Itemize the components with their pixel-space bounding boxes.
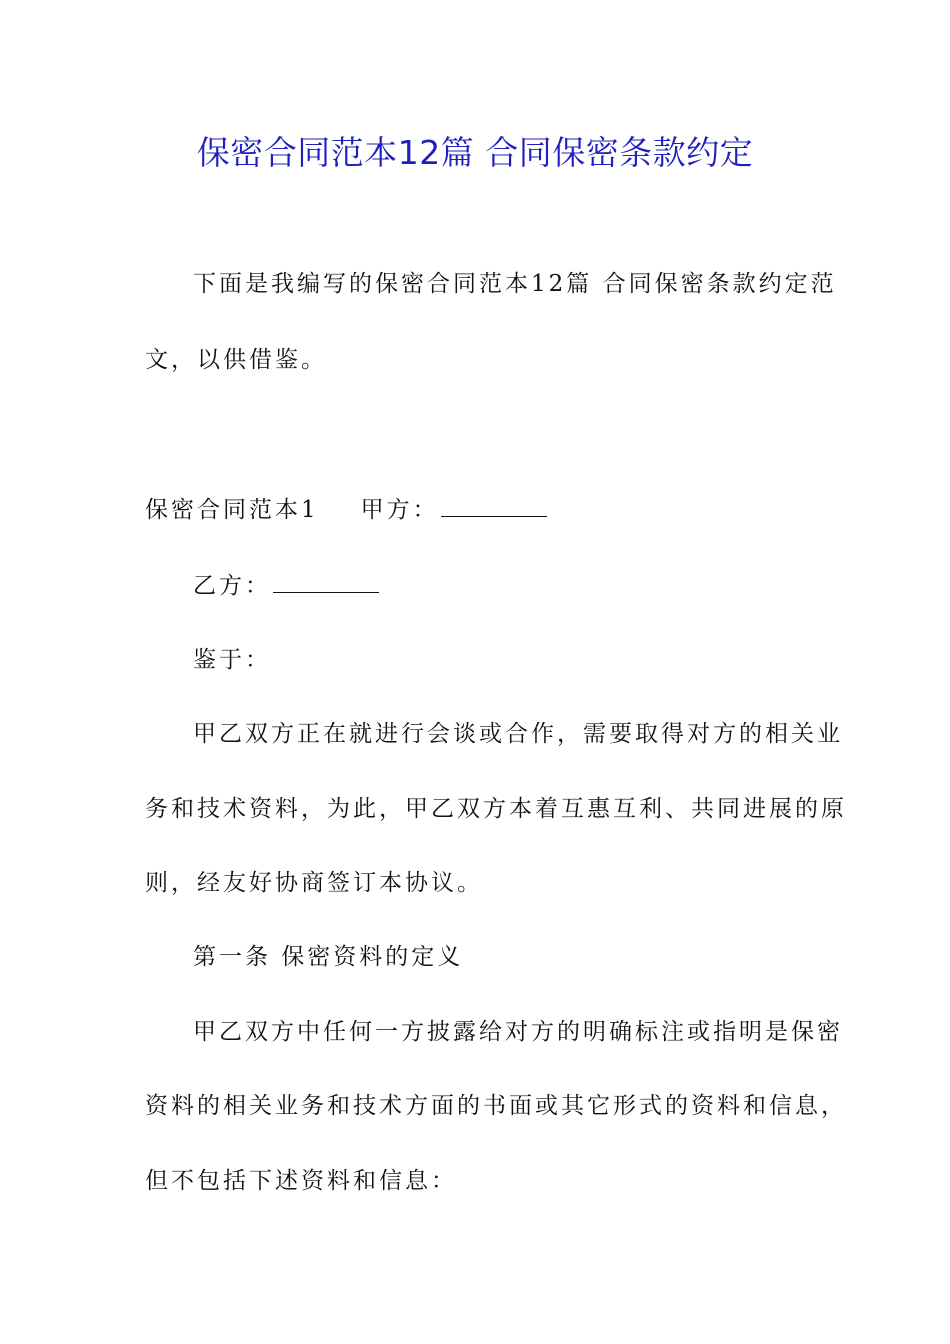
- intro-line-1: 下面是我编写的保密合同范本12篇 合同保密条款约定范: [193, 271, 837, 297]
- sample-title: 保密合同范本1: [145, 497, 319, 523]
- para1-line-2: 务和技术资料，为此，甲乙双方本着互惠互利、共同进展的原: [145, 796, 847, 822]
- para2-line-3: 但不包括下述资料和信息：: [145, 1168, 457, 1194]
- intro-line-2: 文，以供借鉴。: [145, 347, 327, 373]
- article1-heading: 第一条 保密资料的定义: [193, 944, 464, 970]
- party-b-label: 乙方：: [193, 573, 271, 599]
- para1-line-3: 则，经友好协商签订本协议。: [145, 870, 483, 896]
- sample-heading: [145, 494, 547, 526]
- party-b-line: [193, 570, 379, 602]
- party-a-blank: [441, 496, 547, 517]
- para2-line-2: 资料的相关业务和技术方面的书面或其它形式的资料和信息，: [145, 1093, 847, 1119]
- party-a-label: 甲方：: [360, 497, 439, 523]
- document-title: 保密合同范本12篇 合同保密条款约定: [196, 133, 754, 172]
- para2-line-1: 甲乙双方中任何一方披露给对方的明确标注或指明是保密: [193, 1019, 843, 1045]
- whereas-label: 鉴于：: [193, 647, 271, 673]
- para1-line-1: 甲乙双方正在就进行会谈或合作，需要取得对方的相关业: [193, 721, 843, 747]
- party-b-blank: [273, 572, 379, 593]
